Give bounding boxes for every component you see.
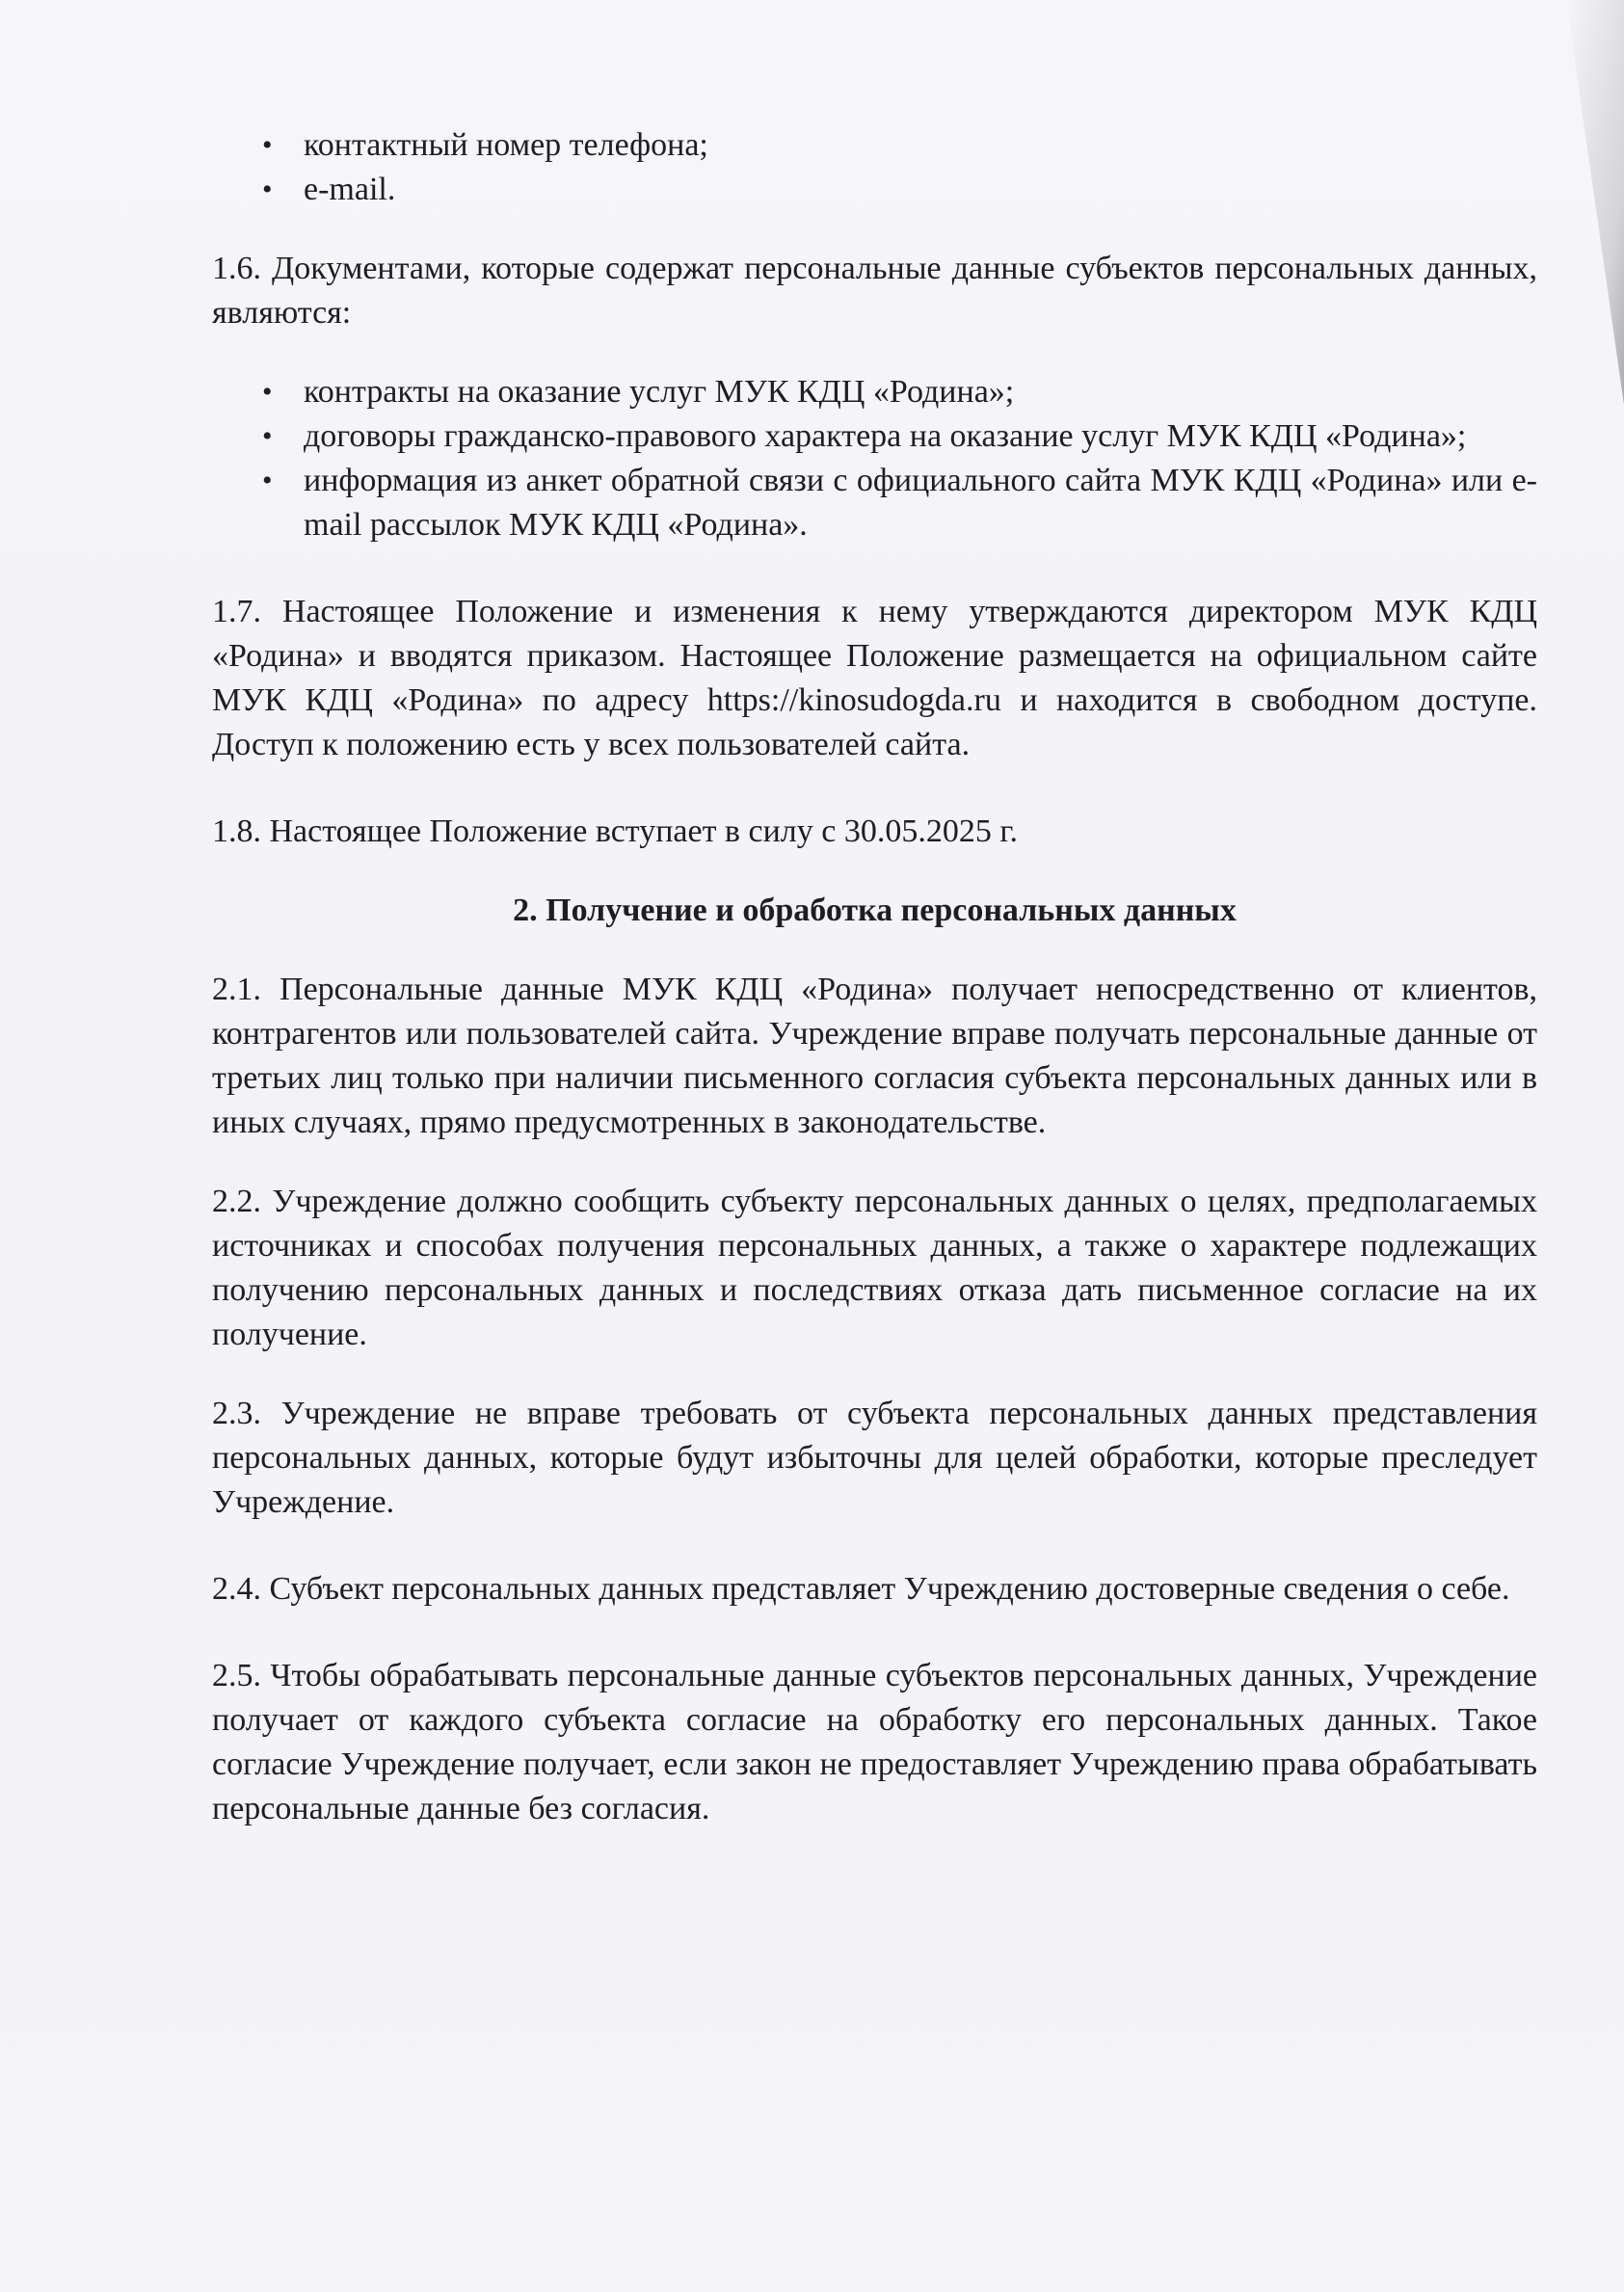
page-edge-shadow [1566, 0, 1624, 405]
list-item: • e-mail. [212, 168, 1537, 212]
paragraph-1-7: 1.7. Настоящее Положение и изменения к нему утверждаются директором МУК КДЦ «Родина» и вводятся приказом. Настоящее Положение размещается на официальном сайте МУК КДЦ «Родина» по адресу https://kinosudogda.ru и находится в свободном доступе. Доступ к положению есть у всех пользователей сайта. [212, 594, 1537, 762]
documents-list [212, 370, 1537, 547]
paragraph-1-8: 1.8. Настоящее Положение вступает в силу с 30.05.2025 г. [212, 813, 1018, 849]
list-item: • контракты на оказание услуг МУК КДЦ «Родина»; [212, 370, 1537, 414]
list-item: • информация из анкет обратной связи с официального сайта МУК КДЦ «Родина» или e-mail рассылок МУК КДЦ «Родина». [212, 459, 1537, 547]
paragraph-2-3: 2.3. Учреждение не вправе требовать от субъекта персональных данных представления персональных данных, которые будут избыточны для целей обработки, которые преследует Учреждение. [212, 1396, 1537, 1520]
list-item: • контактный номер телефона; [212, 123, 1537, 168]
paragraph-2-2: 2.2. Учреждение должно сообщить субъекту персональных данных о целях, предполагаемых источниках и способах получения персональных данных, а также о характере подлежащих получению персональных данных и последствиях отказа дать письменное согласие на их получение. [212, 1184, 1537, 1352]
contact-data-list [212, 123, 1537, 212]
list-item: • договоры гражданско-правового характера на оказание услуг МУК КДЦ «Родина»; [212, 414, 1537, 459]
paragraph-2-1: 2.1. Персональные данные МУК КДЦ «Родина» получает непосредственно от клиентов, контрагентов или пользователей сайта. Учреждение вправе получать персональные данные от третьих лиц только при наличии письменного согласия субъекта персональных данных или в иных случаях, прямо предусмотренных в законодательстве. [212, 972, 1537, 1140]
document-body [212, 123, 1537, 1831]
section-2-title: 2. Получение и обработка персональных данных [513, 893, 1237, 928]
paragraph-2-5: 2.5. Чтобы обрабатывать персональные данные субъектов персональных данных, Учреждение получает от каждого субъекта согласие на обработку его персональных данных. Такое согласие Учреждение получает, если закон не предоставляет Учреждению права обрабатывать персональные данные без согласия. [212, 1658, 1537, 1826]
paragraph-2-4: 2.4. Субъект персональных данных представляет Учреждению достоверные сведения о себе. [212, 1571, 1510, 1607]
paragraph-1-6: 1.6. Документами, которые содержат персональные данные субъектов персональных данных, являются: [212, 251, 1537, 331]
